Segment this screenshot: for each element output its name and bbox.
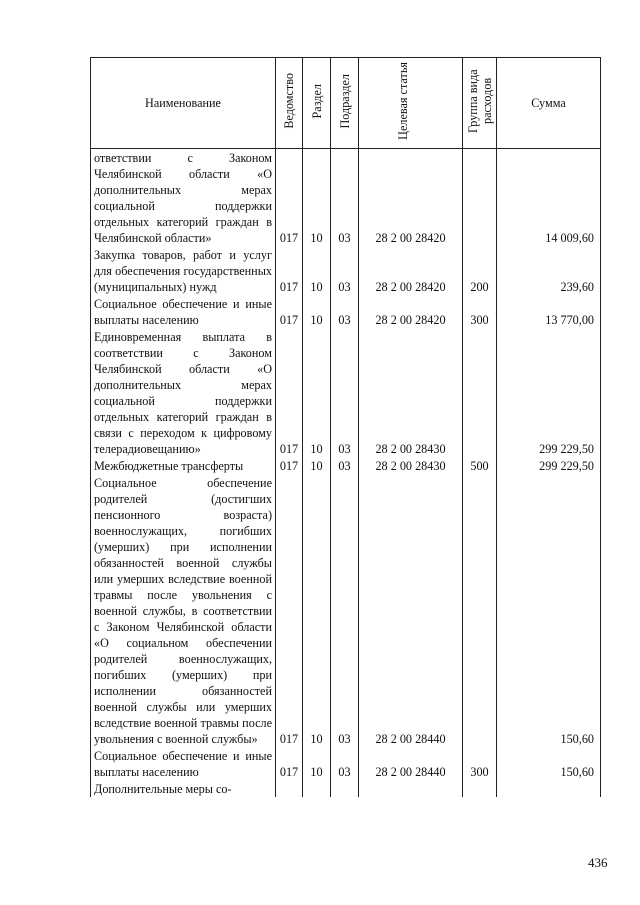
header-razdel: Раздел <box>303 58 331 149</box>
row-vedomstvo: 017 <box>276 149 303 247</box>
row-vedomstvo: 017 <box>276 474 303 747</box>
row-summa: 14 009,60 <box>497 149 601 247</box>
row-name: Единовременная выплата в соответствии с Законом Челябинской области «О дополнительных мерах социальной поддержки отдельных категорий граждан в связи с переходом к цифровому телерадиовещанию» <box>91 328 276 457</box>
row-summa <box>497 780 601 797</box>
row-name: Социальное обеспечение и иные выплаты населению <box>91 747 276 780</box>
row-name: Социальное обеспечение и иные выплаты населению <box>91 295 276 328</box>
table-row <box>91 457 601 474</box>
row-summa: 13 770,00 <box>497 295 601 328</box>
row-razdel: 10 <box>303 246 331 295</box>
row-podrazdel: 03 <box>331 328 359 457</box>
header-name: Наименование <box>91 58 276 149</box>
table-row <box>91 747 601 780</box>
row-gruppa: 200 <box>463 246 497 295</box>
row-razdel: 10 <box>303 457 331 474</box>
row-celevaya: 28 2 00 28420 <box>359 295 463 328</box>
row-gruppa: 300 <box>463 747 497 780</box>
table-row <box>91 295 601 328</box>
row-gruppa <box>463 780 497 797</box>
row-razdel <box>303 780 331 797</box>
header-gruppa: Группа вида расходов <box>463 58 497 149</box>
row-gruppa: 500 <box>463 457 497 474</box>
row-celevaya: 28 2 00 28430 <box>359 328 463 457</box>
row-celevaya: 28 2 00 28420 <box>359 149 463 247</box>
row-name: Межбюджетные трансферты <box>91 457 276 474</box>
budget-table <box>90 57 601 797</box>
row-celevaya: 28 2 00 28440 <box>359 474 463 747</box>
row-gruppa: 300 <box>463 295 497 328</box>
row-summa: 150,60 <box>497 474 601 747</box>
table-row <box>91 149 601 247</box>
row-podrazdel <box>331 780 359 797</box>
row-vedomstvo: 017 <box>276 747 303 780</box>
row-razdel: 10 <box>303 295 331 328</box>
row-podrazdel: 03 <box>331 295 359 328</box>
row-podrazdel: 03 <box>331 747 359 780</box>
row-vedomstvo <box>276 780 303 797</box>
row-summa: 150,60 <box>497 747 601 780</box>
row-razdel: 10 <box>303 328 331 457</box>
row-name: Дополнительные меры со- <box>91 780 276 797</box>
row-vedomstvo: 017 <box>276 246 303 295</box>
table-row <box>91 474 601 747</box>
row-razdel: 10 <box>303 149 331 247</box>
header-podrazdel: Подраздел <box>331 58 359 149</box>
header-summa: Сумма <box>497 58 601 149</box>
page-number: 436 <box>588 855 608 870</box>
row-summa: 299 229,50 <box>497 457 601 474</box>
header-celevaya: Целевая статья <box>359 58 463 149</box>
row-vedomstvo: 017 <box>276 295 303 328</box>
header-row <box>91 58 601 149</box>
table-row <box>91 780 601 797</box>
row-podrazdel: 03 <box>331 457 359 474</box>
row-celevaya: 28 2 00 28430 <box>359 457 463 474</box>
row-razdel: 10 <box>303 474 331 747</box>
table-row <box>91 328 601 457</box>
row-name: Закупка товаров, работ и услуг для обеспечения государственных (муниципальных) нужд <box>91 246 276 295</box>
row-vedomstvo: 017 <box>276 328 303 457</box>
row-podrazdel: 03 <box>331 246 359 295</box>
row-gruppa <box>463 149 497 247</box>
row-name: ответствии с Законом Челябинской области «О дополнительных мерах социальной поддержки отдельных категорий граждан в Челябинской области» <box>91 149 276 247</box>
row-gruppa <box>463 474 497 747</box>
row-podrazdel: 03 <box>331 149 359 247</box>
row-celevaya: 28 2 00 28440 <box>359 747 463 780</box>
row-gruppa <box>463 328 497 457</box>
row-celevaya: 28 2 00 28420 <box>359 246 463 295</box>
row-razdel: 10 <box>303 747 331 780</box>
row-podrazdel: 03 <box>331 474 359 747</box>
table-row <box>91 246 601 295</box>
row-name: Социальное обеспечение родителей (достигших пенсионного возраста) военнослужащих, погибших (умерших) при исполнении обязанностей военной службы или умерших вследствие военной травмы после увольнения с военной службы, в соответствии с Законом Челябинской области «О социальном обеспечении родителей военнослужащих, погибших (умерших) при исполнении обязанностей военной службы или умерших вследствие военной травмы после увольнения с военной службы» <box>91 474 276 747</box>
row-summa: 299 229,50 <box>497 328 601 457</box>
row-summa: 239,60 <box>497 246 601 295</box>
header-vedomstvo: Ведомство <box>276 58 303 149</box>
row-celevaya <box>359 780 463 797</box>
row-vedomstvo: 017 <box>276 457 303 474</box>
